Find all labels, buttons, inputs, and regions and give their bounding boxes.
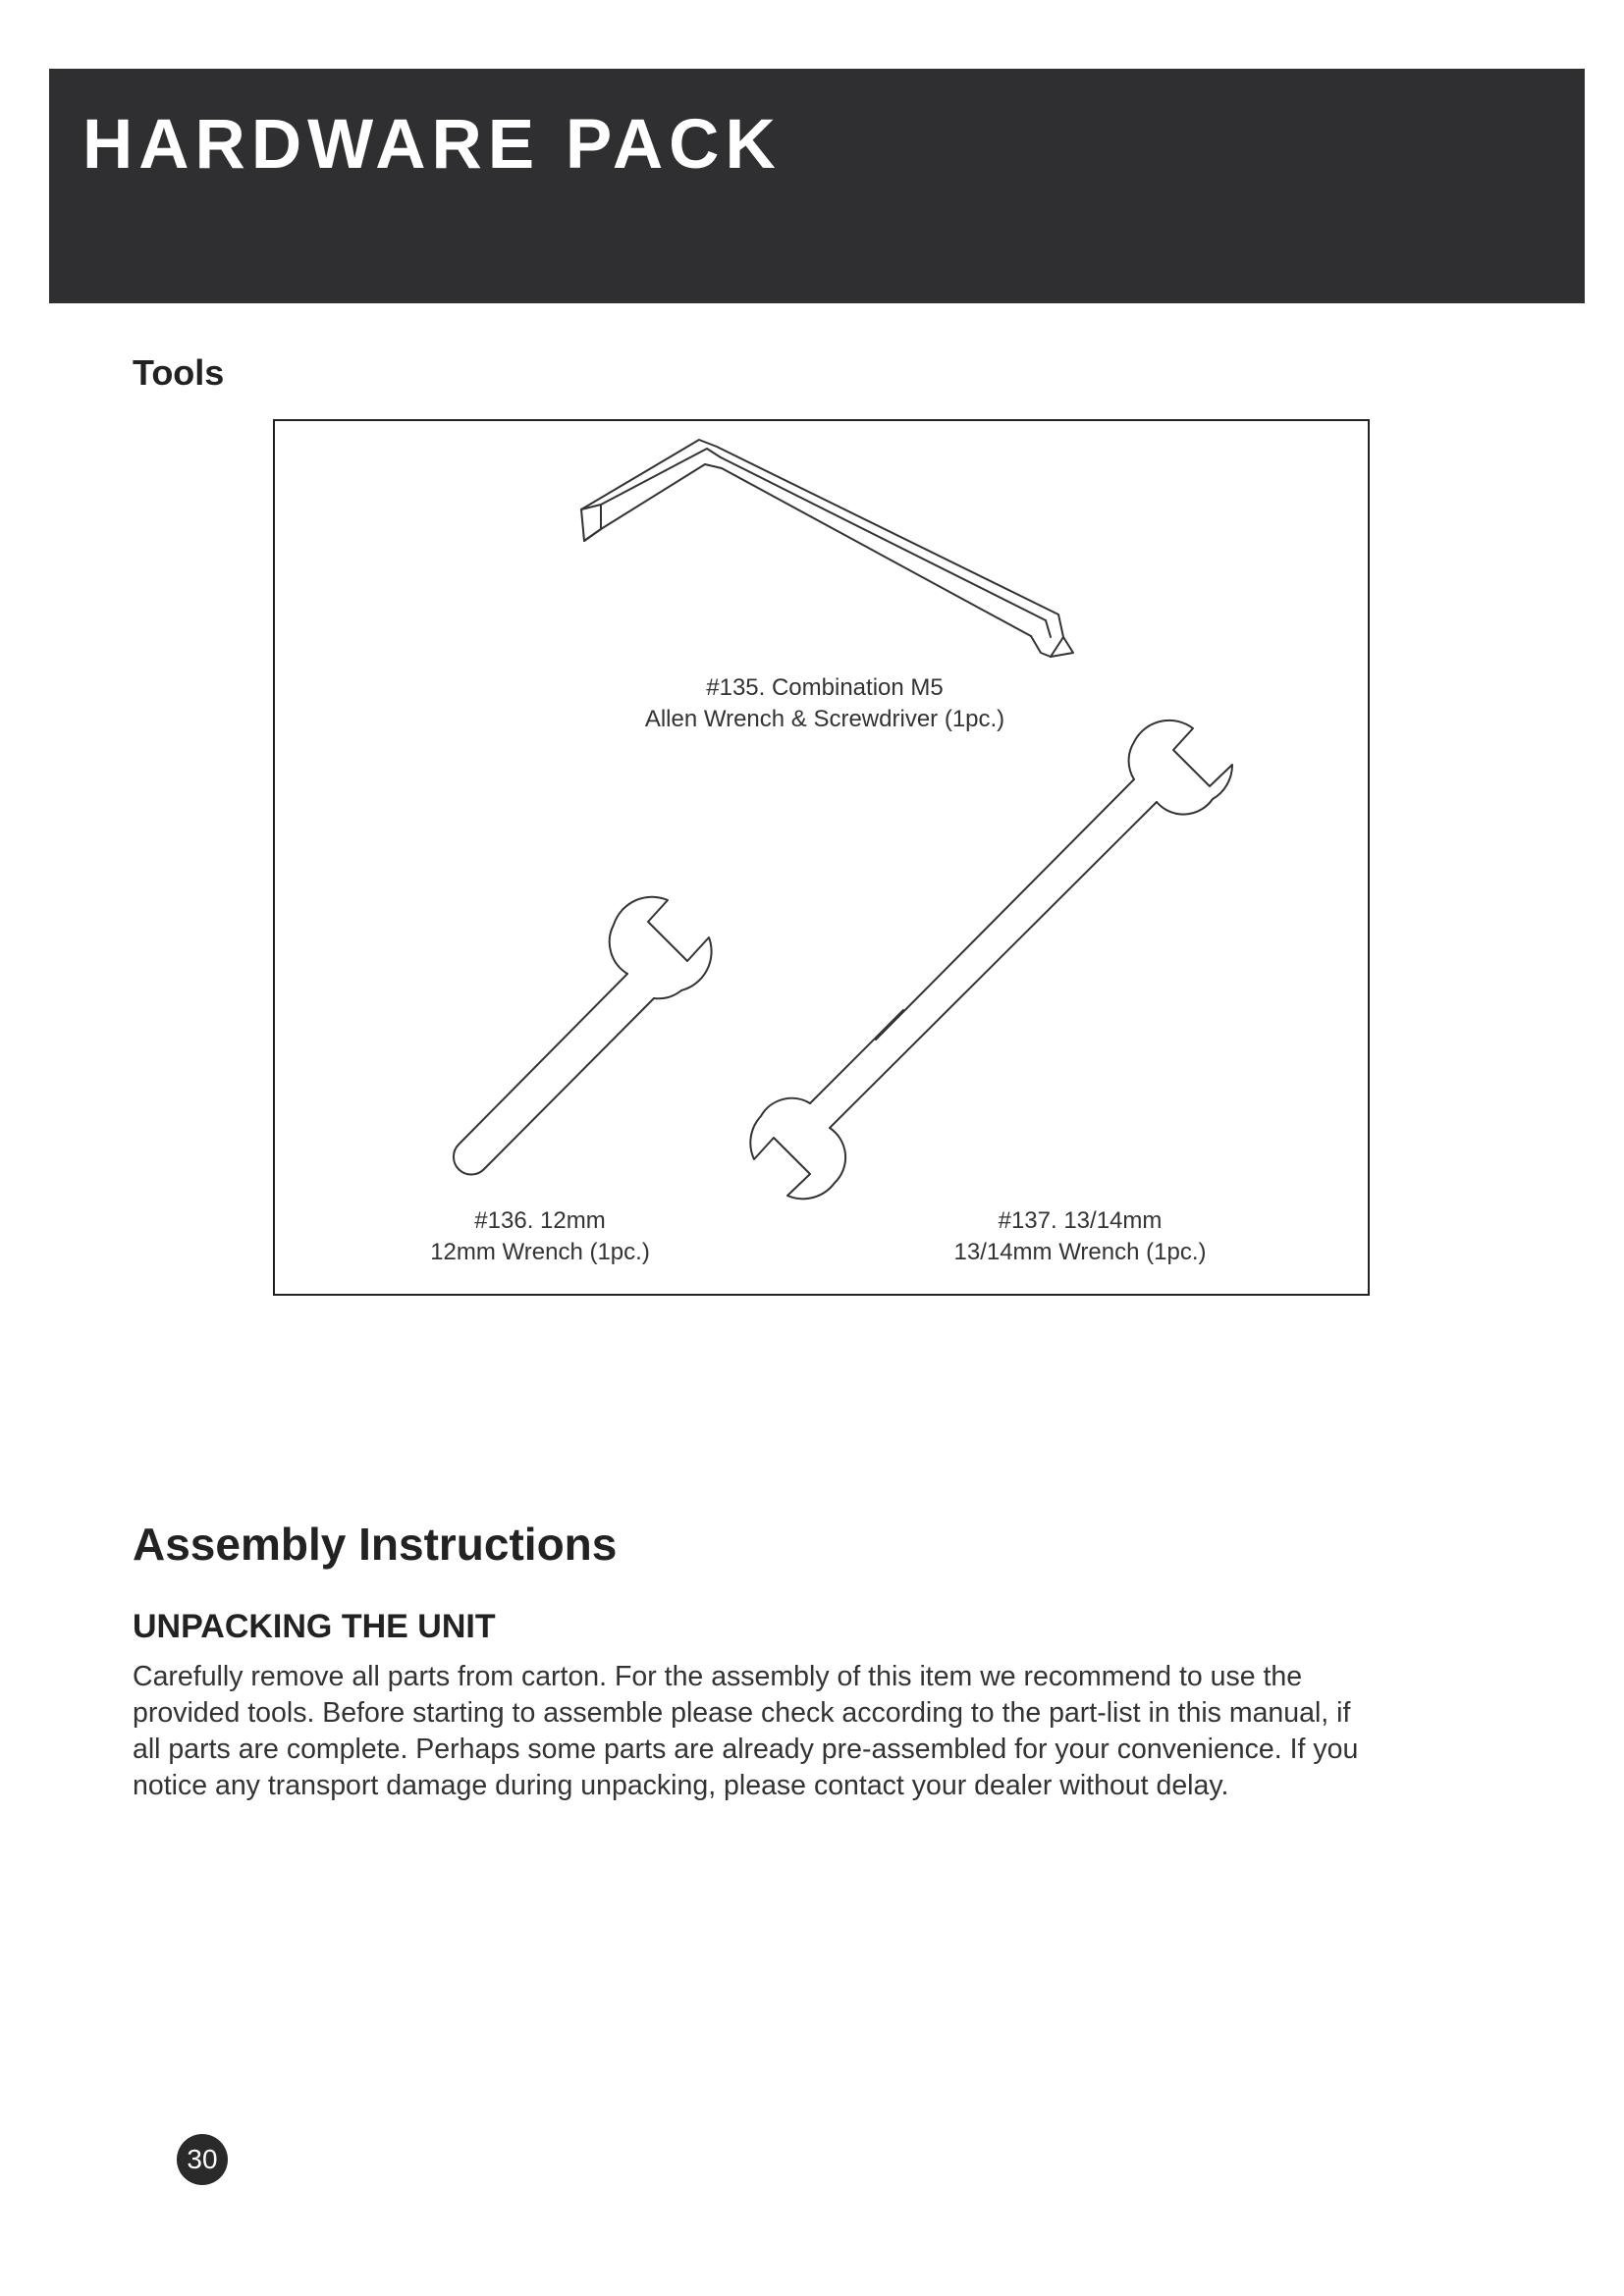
- paragraph-line: Carefully remove all parts from carton. For the assembly of this item we recommend to use the: [133, 1661, 1303, 1692]
- tool-caption-135: [569, 672, 1080, 735]
- paragraph-line: notice any transport damage during unpacking, please contact your dealer without delay.: [133, 1770, 1229, 1801]
- page-number-badge: 30: [177, 2134, 228, 2185]
- tool-caption-137: [864, 1205, 1296, 1268]
- tool-caption-135-line1: #135. Combination M5: [706, 674, 944, 701]
- tool-caption-136: [363, 1205, 717, 1268]
- unpacking-paragraph: [133, 1659, 1507, 1804]
- allen-wrench-screwdriver-icon: [581, 440, 1073, 657]
- unpacking-subheading: UNPACKING THE UNIT: [133, 1608, 496, 1645]
- double-open-end-wrench-icon: [750, 721, 1232, 1199]
- paragraph-line: all parts are complete. Perhaps some parts are already pre-assembled for your convenience. If you: [133, 1734, 1359, 1765]
- paragraph-line: provided tools. Before starting to assemble please check according to the part-list in this manual, if: [133, 1697, 1351, 1729]
- page-title: HARDWARE PACK: [82, 106, 782, 184]
- header-banner: [49, 69, 1585, 303]
- tools-figure: [273, 419, 1370, 1296]
- tool-caption-136-line1: #136. 12mm: [474, 1207, 606, 1234]
- tool-caption-136-line2: 12mm Wrench (1pc.): [430, 1239, 650, 1265]
- tool-caption-137-line1: #137. 13/14mm: [998, 1207, 1163, 1234]
- tool-caption-135-line2: Allen Wrench & Screwdriver (1pc.): [644, 706, 1005, 732]
- tool-caption-137-line2: 13/14mm Wrench (1pc.): [953, 1239, 1207, 1265]
- assembly-heading: Assembly Instructions: [133, 1519, 618, 1570]
- tools-heading: Tools: [133, 352, 225, 393]
- open-end-wrench-icon: [454, 897, 712, 1175]
